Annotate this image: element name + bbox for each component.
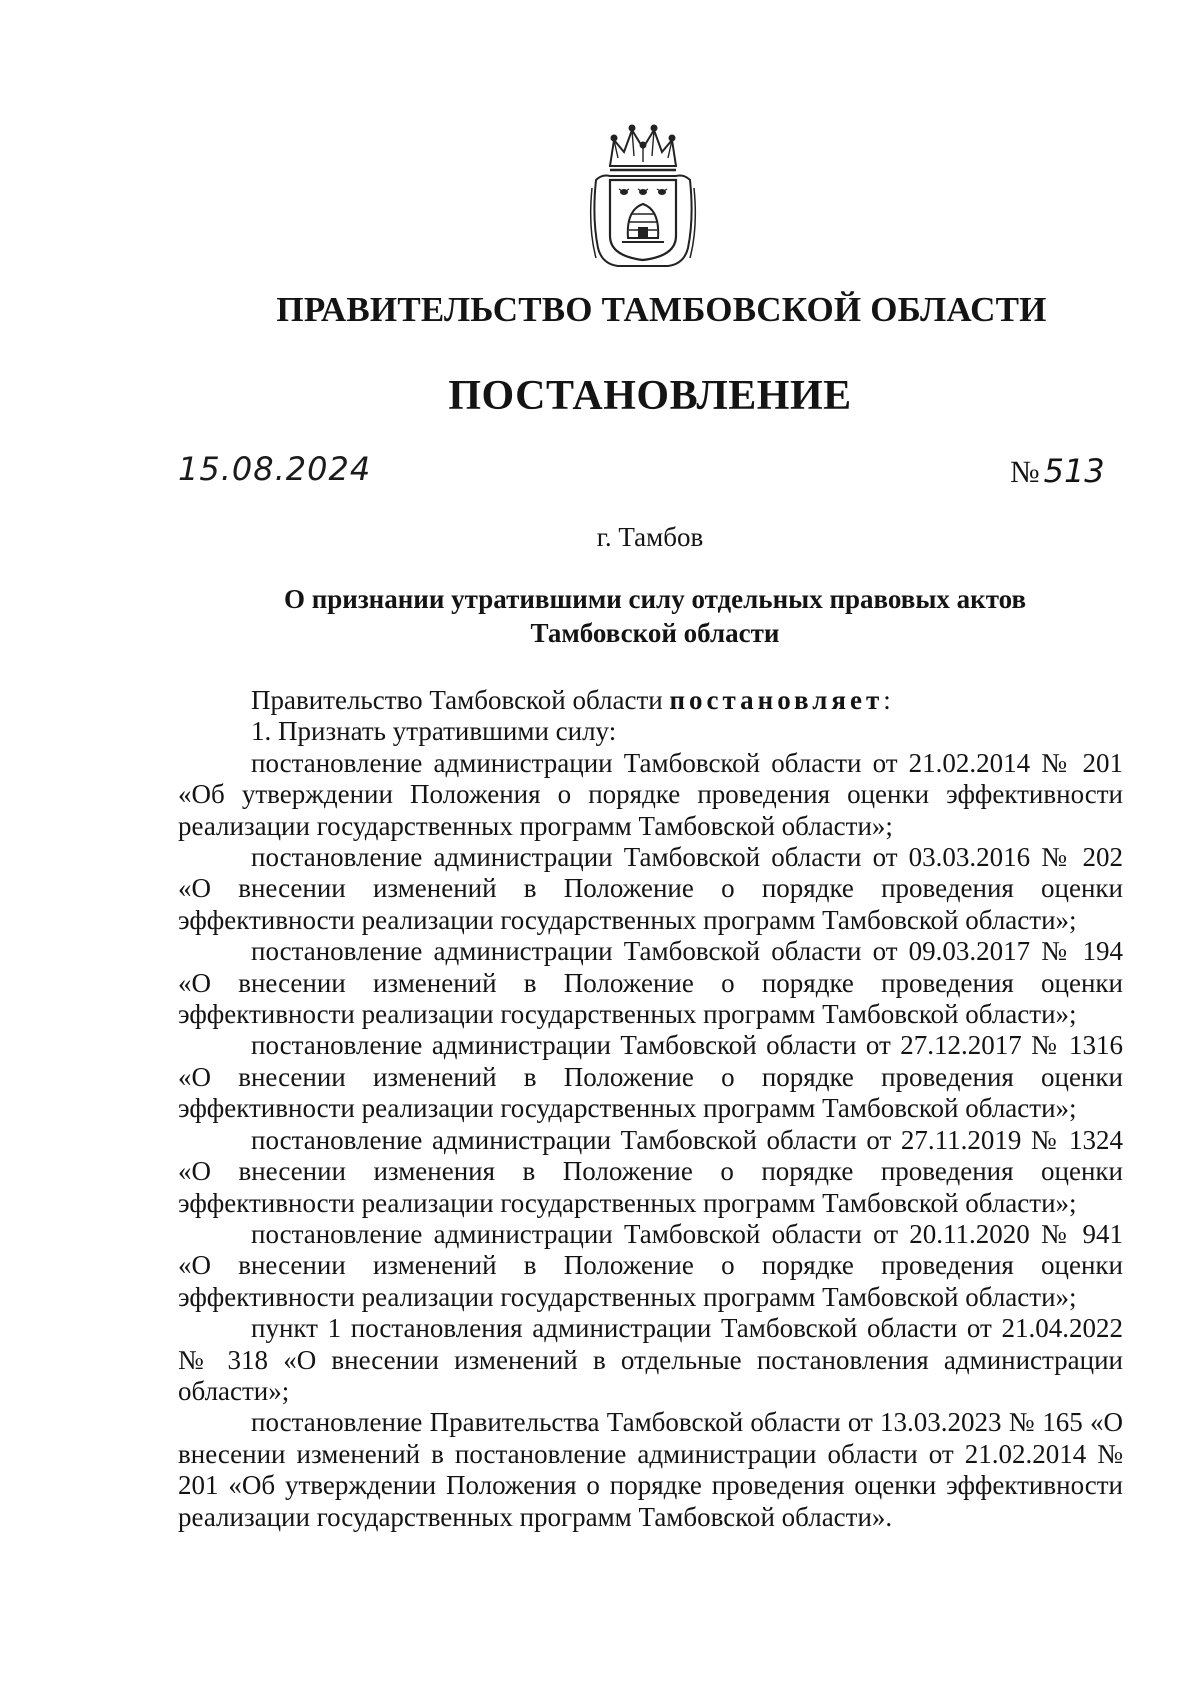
item-1: 1. Признать утратившими силу: bbox=[251, 716, 617, 747]
repealed-act: постановление администрации Тамбовской области от 21.02.2014 № 201 «Об утверждении Положения о порядке проведения оценки эффективности реализации государственных программ Тамбовской области»; bbox=[178, 747, 1123, 841]
preamble-end: : bbox=[883, 685, 891, 715]
city: г. Тамбов bbox=[596, 522, 704, 552]
repealed-act: постановление Правительства Тамбовской области от 13.03.2023 № 165 «О внесении изменений в постановление администрации области от 21.02.2014 № 201 «Об утверждении Положения о порядке проведения оценки эффективности реализации государственных программ Тамбовской области». bbox=[178, 1407, 1123, 1532]
document-date: 15.08.2024 bbox=[178, 450, 372, 488]
document-type-title: ПОСТАНОВЛЕНИЕ bbox=[448, 373, 852, 419]
tambov-coat-of-arms-icon bbox=[588, 118, 698, 278]
subject-line-2: Тамбовской области bbox=[530, 618, 780, 648]
repealed-act: постановление администрации Тамбовской области от 27.12.2017 № 1316 «О внесении изменений в Положение о порядке проведения оценки эффективности реализации государственных программ Тамбовской области»; bbox=[178, 1030, 1123, 1124]
preamble-verb: постановляет bbox=[669, 685, 884, 715]
document-body bbox=[178, 685, 1123, 1533]
repealed-act: постановление администрации Тамбовской области от 09.03.2017 № 194 «О внесении изменений в Положение о порядке проведения оценки эффективности реализации государственных программ Тамбовской области»; bbox=[178, 936, 1123, 1030]
repealed-act: пункт 1 постановления администрации Тамбовской области от 21.04.2022 № 318 «О внесении изменений в отдельные постановления администрации области»; bbox=[178, 1313, 1123, 1406]
repealed-act: постановление администрации Тамбовской области от 27.11.2019 № 1324 «О внесении изменения в Положение о порядке проведения оценки эффективности реализации государственных программ Тамбовской области»; bbox=[178, 1124, 1123, 1218]
document-number bbox=[1010, 452, 1105, 490]
document-subject bbox=[0, 582, 1200, 650]
preamble bbox=[178, 685, 1123, 716]
repealed-act: постановление администрации Тамбовской области от 20.11.2020 № 941 «О внесении изменений в Положение о порядке проведения оценки эффективности реализации государственных программ Тамбовской области»; bbox=[178, 1218, 1123, 1312]
number-value: 513 bbox=[1043, 452, 1105, 490]
preamble-lead: Правительство Тамбовской области bbox=[251, 685, 670, 715]
government-title: ПРАВИТЕЛЬСТВО ТАМБОВСКОЙ ОБЛАСТИ bbox=[276, 290, 1047, 329]
number-prefix: № bbox=[1010, 454, 1040, 489]
subject-line-1: О признании утратившими силу отдельных правовых актов bbox=[283, 584, 1027, 614]
repealed-act: постановление администрации Тамбовской области от 03.03.2016 № 202 «О внесении изменений в Положение о порядке проведения оценки эффективности реализации государственных программ Тамбовской области»; bbox=[178, 842, 1123, 935]
